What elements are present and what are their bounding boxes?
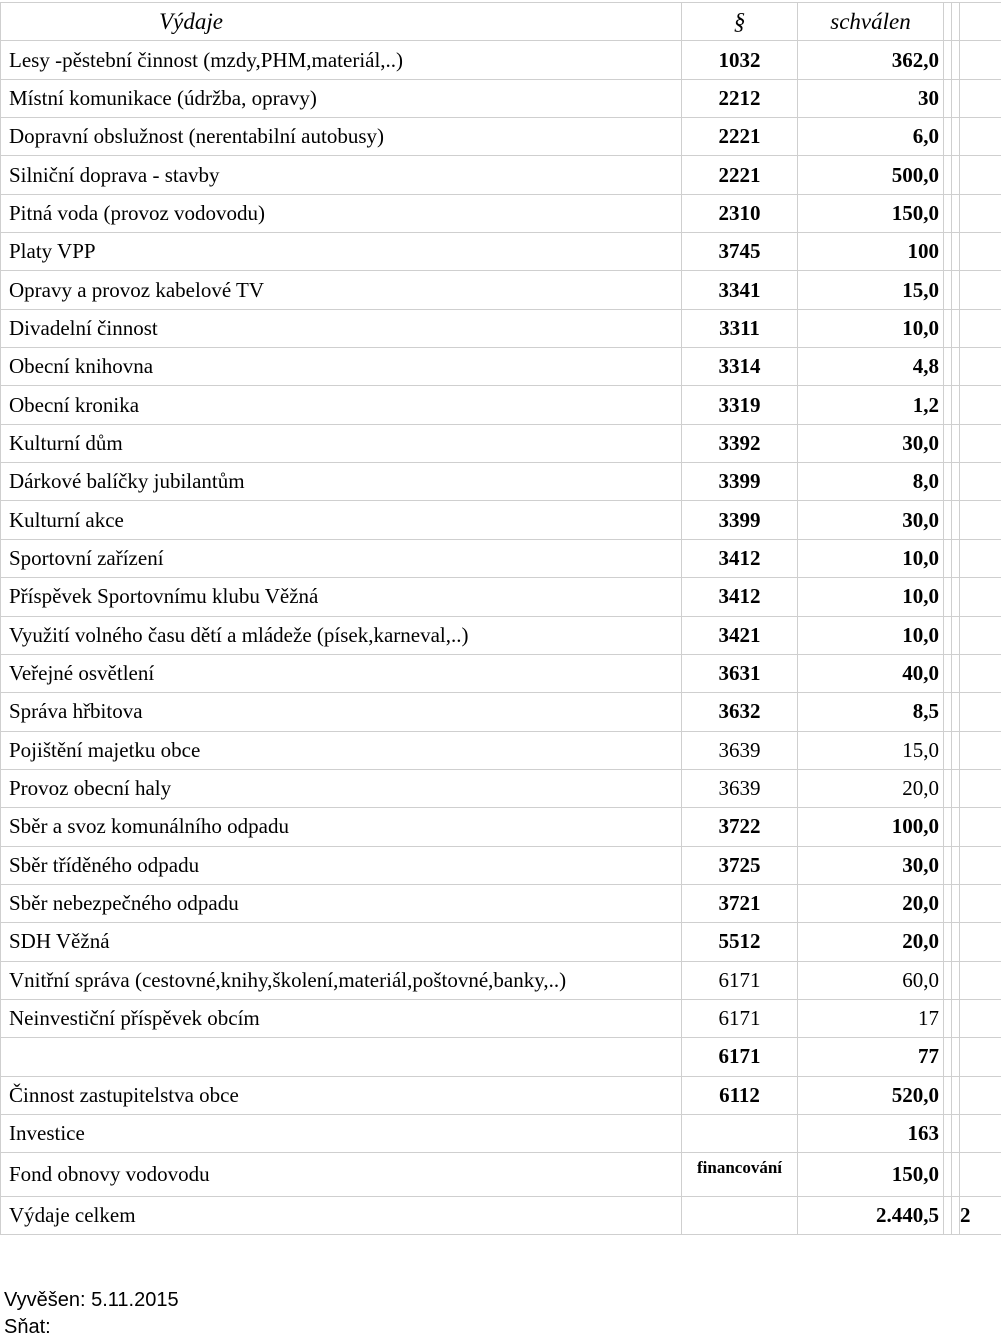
table-row xyxy=(1,1114,1001,1152)
row-paragraph: 2221 xyxy=(682,118,798,156)
row-paragraph: 1032 xyxy=(682,41,798,79)
row-amount: 150,0 xyxy=(798,1153,944,1196)
table-row xyxy=(1,808,1001,846)
row-amount: 30 xyxy=(798,79,944,117)
row-amount: 17 xyxy=(798,999,944,1037)
row-amount: 20,0 xyxy=(798,923,944,961)
row-name: Obecní knihovna xyxy=(1,348,682,386)
row-name: Činnost zastupitelstva obce xyxy=(1,1076,682,1114)
row-paragraph: 3721 xyxy=(682,884,798,922)
removed-date: Sňat: xyxy=(4,1316,51,1338)
row-amount: 1,2 xyxy=(798,386,944,424)
row-name: Dopravní obslužnost (nerentabilní autobusy) xyxy=(1,118,682,156)
row-paragraph: 3632 xyxy=(682,693,798,731)
header-title: Výdaje xyxy=(1,3,682,41)
table-row xyxy=(1,309,1001,347)
table-row xyxy=(1,616,1001,654)
table-row xyxy=(1,424,1001,462)
row-name: Příspěvek Sportovnímu klubu Věžná xyxy=(1,578,682,616)
row-paragraph: 3631 xyxy=(682,654,798,692)
table-row xyxy=(1,923,1001,961)
row-paragraph: 3311 xyxy=(682,309,798,347)
row-paragraph: 3399 xyxy=(682,463,798,501)
row-paragraph: 6171 xyxy=(682,1038,798,1076)
row-paragraph: 3319 xyxy=(682,386,798,424)
row-name: Kulturní dům xyxy=(1,424,682,462)
row-amount: 4,8 xyxy=(798,348,944,386)
row-paragraph: 3412 xyxy=(682,539,798,577)
row-amount: 20,0 xyxy=(798,769,944,807)
row-paragraph xyxy=(682,1114,798,1152)
row-amount: 8,0 xyxy=(798,463,944,501)
row-amount: 30,0 xyxy=(798,501,944,539)
row-amount: 77 xyxy=(798,1038,944,1076)
row-paragraph: 2212 xyxy=(682,79,798,117)
row-paragraph: 6112 xyxy=(682,1076,798,1114)
table-row xyxy=(1,654,1001,692)
row-name: Silniční doprava - stavby xyxy=(1,156,682,194)
row-amount: 60,0 xyxy=(798,961,944,999)
row-paragraph: 3392 xyxy=(682,424,798,462)
row-amount: 100,0 xyxy=(798,808,944,846)
row-amount: 15,0 xyxy=(798,271,944,309)
row-paragraph: 3639 xyxy=(682,731,798,769)
row-paragraph: 3399 xyxy=(682,501,798,539)
row-name: Pojištění majetku obce xyxy=(1,731,682,769)
row-paragraph: financování xyxy=(682,1153,798,1196)
total-row xyxy=(1,1196,1001,1234)
row-amount: 30,0 xyxy=(798,424,944,462)
row-amount: 10,0 xyxy=(798,309,944,347)
row-name: Kulturní akce xyxy=(1,501,682,539)
row-paragraph: 2221 xyxy=(682,156,798,194)
row-paragraph: 3341 xyxy=(682,271,798,309)
row-amount: 362,0 xyxy=(798,41,944,79)
row-name xyxy=(1,1038,682,1076)
row-amount: 100 xyxy=(798,233,944,271)
row-paragraph: 6171 xyxy=(682,999,798,1037)
row-name: Místní komunikace (údržba, opravy) xyxy=(1,79,682,117)
row-name: Sběr a svoz komunálního odpadu xyxy=(1,808,682,846)
row-name: Opravy a provoz kabelové TV xyxy=(1,271,682,309)
table-row xyxy=(1,156,1001,194)
row-paragraph: 3639 xyxy=(682,769,798,807)
row-name: Dárkové balíčky jubilantům xyxy=(1,463,682,501)
table-row xyxy=(1,463,1001,501)
row-amount: 6,0 xyxy=(798,118,944,156)
table-row xyxy=(1,693,1001,731)
table-header-row xyxy=(1,3,1001,41)
row-amount: 10,0 xyxy=(798,578,944,616)
table-row xyxy=(1,731,1001,769)
row-amount: 10,0 xyxy=(798,539,944,577)
row-paragraph: 3412 xyxy=(682,578,798,616)
table-row xyxy=(1,1153,1001,1196)
row-name: Správa hřbitova xyxy=(1,693,682,731)
row-name: Platy VPP xyxy=(1,233,682,271)
row-name: Sportovní zařízení xyxy=(1,539,682,577)
row-paragraph: 2310 xyxy=(682,194,798,232)
row-name: Sběr nebezpečného odpadu xyxy=(1,884,682,922)
total-label: Výdaje celkem xyxy=(1,1196,682,1234)
row-paragraph: 3745 xyxy=(682,233,798,271)
table-row xyxy=(1,41,1001,79)
row-amount: 8,5 xyxy=(798,693,944,731)
row-name: Využití volného času dětí a mládeže (písek,karneval,..) xyxy=(1,616,682,654)
total-amount: 2.440,5 xyxy=(798,1196,944,1234)
table-row xyxy=(1,846,1001,884)
approved-header: schválen xyxy=(798,3,944,41)
posted-date: Vyvěšen: 5.11.2015 xyxy=(4,1289,179,1311)
row-paragraph: 5512 xyxy=(682,923,798,961)
row-name: Divadelní činnost xyxy=(1,309,682,347)
row-amount: 15,0 xyxy=(798,731,944,769)
row-name: Obecní kronika xyxy=(1,386,682,424)
row-paragraph: 3421 xyxy=(682,616,798,654)
row-amount: 163 xyxy=(798,1114,944,1152)
row-name: Fond obnovy vodovodu xyxy=(1,1153,682,1196)
table-row xyxy=(1,884,1001,922)
row-amount: 500,0 xyxy=(798,156,944,194)
row-name: Veřejné osvětlení xyxy=(1,654,682,692)
table-row xyxy=(1,539,1001,577)
row-name: Pitná voda (provoz vodovodu) xyxy=(1,194,682,232)
row-name: Vnitřní správa (cestovné,knihy,školení,materiál,poštovné,banky,..) xyxy=(1,961,682,999)
table-row xyxy=(1,194,1001,232)
table-row xyxy=(1,999,1001,1037)
table-row xyxy=(1,501,1001,539)
row-name: Sběr tříděného odpadu xyxy=(1,846,682,884)
row-amount: 30,0 xyxy=(798,846,944,884)
table-row xyxy=(1,118,1001,156)
table-row xyxy=(1,961,1001,999)
row-paragraph: 3725 xyxy=(682,846,798,884)
table-row xyxy=(1,348,1001,386)
row-name: Investice xyxy=(1,1114,682,1152)
table-row xyxy=(1,79,1001,117)
total-overflow-digit: 2 xyxy=(960,1196,1001,1234)
table-row xyxy=(1,1038,1001,1076)
row-amount: 150,0 xyxy=(798,194,944,232)
table-row xyxy=(1,1076,1001,1114)
row-paragraph: 6171 xyxy=(682,961,798,999)
row-amount: 20,0 xyxy=(798,884,944,922)
row-name: Provoz obecní haly xyxy=(1,769,682,807)
row-name: SDH Věžná xyxy=(1,923,682,961)
table-row xyxy=(1,271,1001,309)
row-amount: 520,0 xyxy=(798,1076,944,1114)
table-row xyxy=(1,578,1001,616)
table-row xyxy=(1,386,1001,424)
table-row xyxy=(1,769,1001,807)
row-paragraph: 3314 xyxy=(682,348,798,386)
table-row xyxy=(1,233,1001,271)
row-amount: 10,0 xyxy=(798,616,944,654)
row-name: Neinvestiční příspěvek obcím xyxy=(1,999,682,1037)
paragraph-mark-header: § xyxy=(682,3,798,41)
budget-table xyxy=(0,2,1001,1235)
row-paragraph: 3722 xyxy=(682,808,798,846)
row-amount: 40,0 xyxy=(798,654,944,692)
row-name: Lesy -pěstební činnost (mzdy,PHM,materiál,..) xyxy=(1,41,682,79)
